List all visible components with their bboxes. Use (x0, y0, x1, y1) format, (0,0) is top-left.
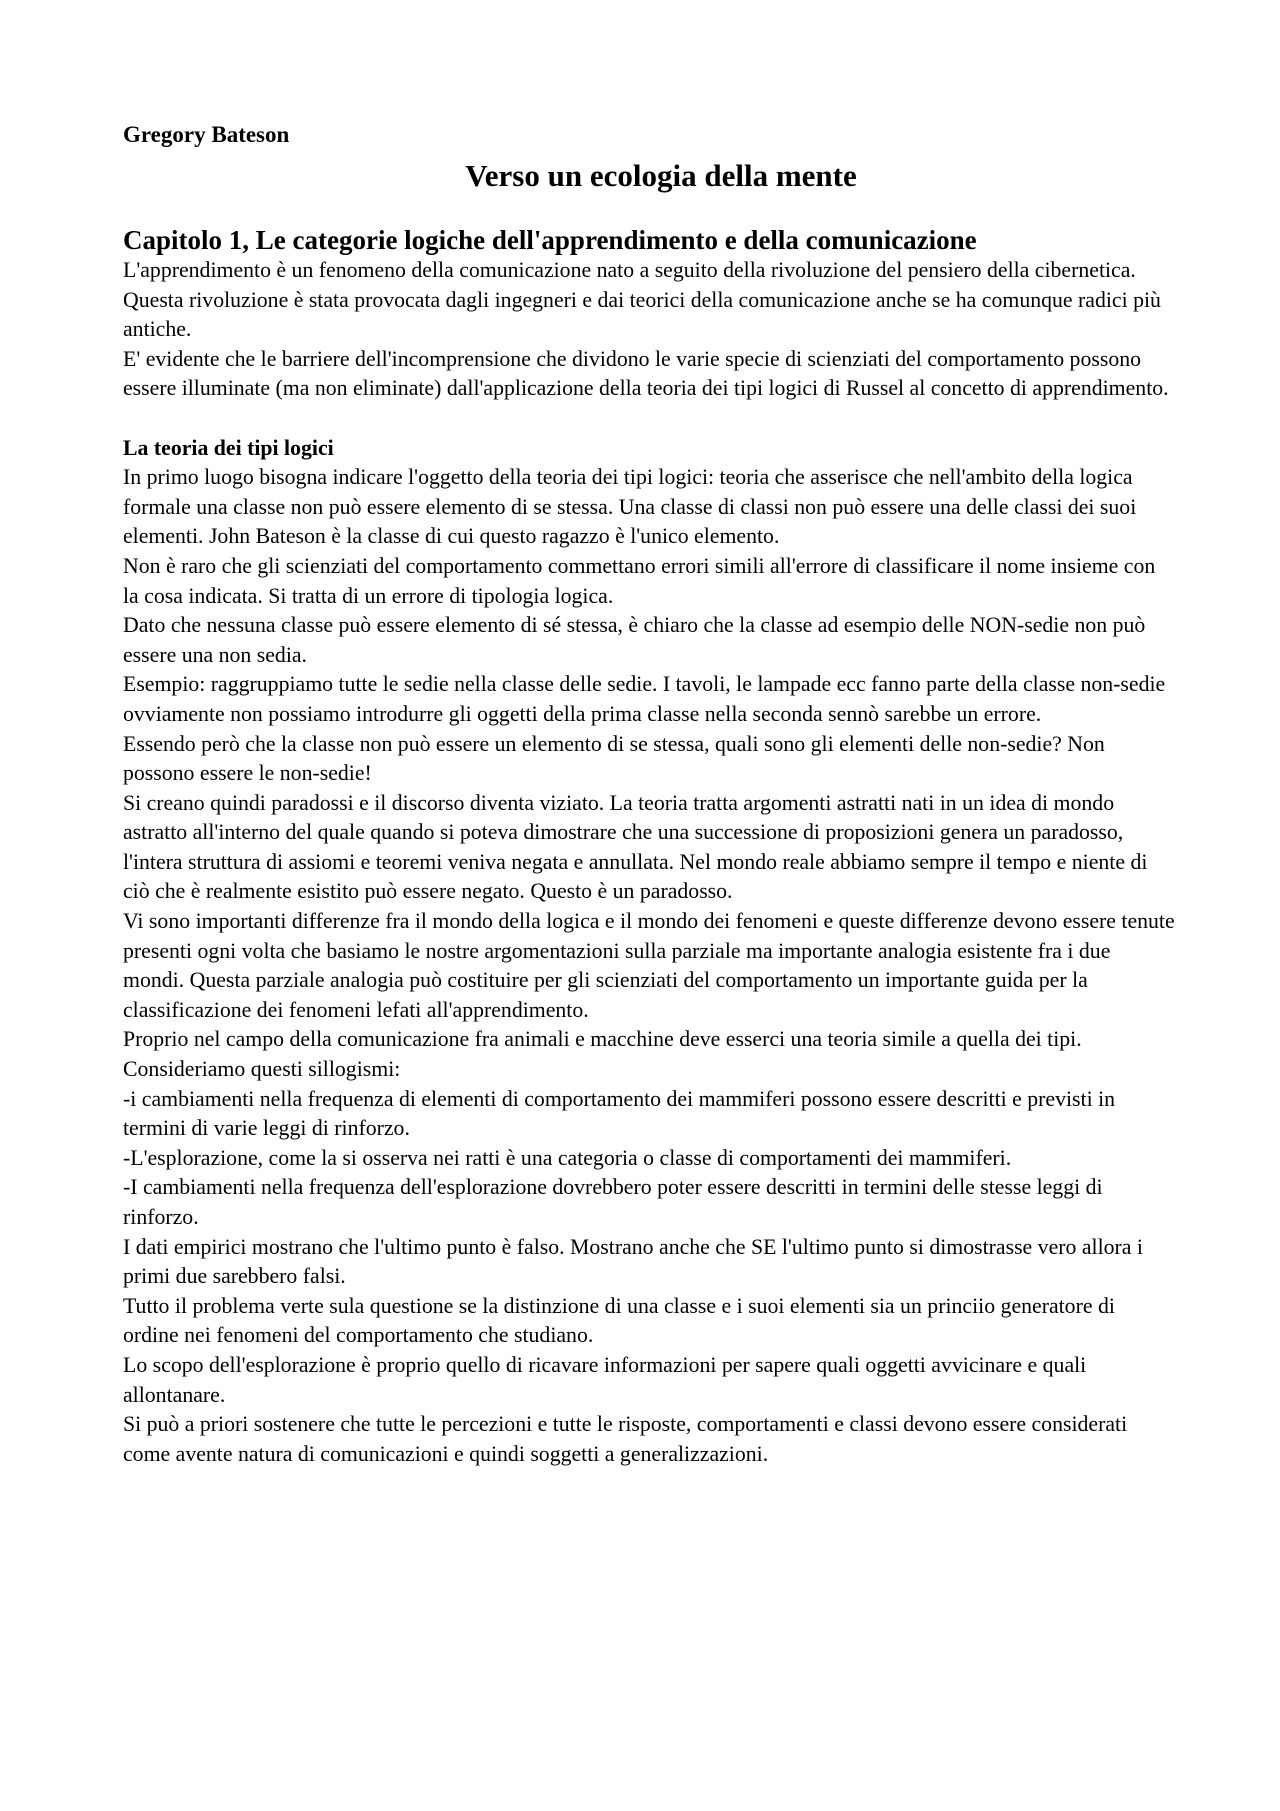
paragraph: Si creano quindi paradossi e il discorso diventa viziato. La teoria tratta argomenti astratti nati in un idea di mondo astratto all'interno del quale quando si poteva dimostrare che una successione di proposizioni genera un paradosso, l'intera struttura di assiomi e teoremi veniva negata e annullata. Nel mondo reale abbiamo sempre il tempo e niente di ciò che è realmente esistito può essere negato. Questo è un paradosso. (123, 790, 1148, 904)
paragraph: Dato che nessuna classe può essere elemento di sé stessa, è chiaro che la classe ad esempio delle NON-sedie non può essere una non sedia. (123, 613, 1146, 667)
paragraph: L'apprendimento è un fenomeno della comunicazione nato a seguito della rivoluzione del pensiero della cibernetica. Questa rivoluzione è stata provocata dagli ingegneri e dai teorici della comunicazione anche se ha comunque radici più antiche. (123, 258, 1161, 342)
list-item: -L'esplorazione, come la si osserva nei ratti è una categoria o classe di comportamenti dei mammiferi. (123, 1145, 1012, 1170)
paragraph: Esempio: raggruppiamo tutte le sedie nella classe delle sedie. I tavoli, le lampade ecc fanno parte della classe non-sedie ovviamente non possiamo introdurre gli oggetti della prima classe nella seconda sennò sarebbe un errore. (123, 672, 1166, 726)
paragraph: Non è raro che gli scienziati del comportamento commettano errori simili all'errore di classificare il nome insieme con la cosa indicata. Si tratta di un errore di tipologia logica. (123, 553, 1156, 608)
list-item: -I cambiamenti nella frequenza dell'esplorazione dovrebbero poter essere descritti in termini delle stesse leggi di rinforzo. (123, 1175, 1103, 1229)
list-item: -i cambiamenti nella frequenza di elementi di comportamento dei mammiferi possono essere descritti e previsti in termini di varie leggi di rinforzo. (123, 1086, 1116, 1141)
section-heading: La teoria dei tipi logici (123, 435, 334, 460)
paragraph: Tutto il problema verte sula questione se la distinzione di una classe e i suoi elementi sia un princiio generatore di ordine nei fenomeni del comportamento che studiano. (123, 1293, 1115, 1348)
paragraph: Si può a priori sostenere che tutte le percezioni e tutte le risposte, comportamenti e classi devono essere considerati come avente natura di comunicazioni e quindi soggetti a generalizzazioni. (123, 1412, 1128, 1466)
paragraph: In primo luogo bisogna indicare l'oggetto della teoria dei tipi logici: teoria che asserisce che nell'ambito della logica formale una classe non può essere elemento di se stessa. Una classe di classi non può essere una delle classi dei suoi elementi. John Bateson è la classe di cui questo ragazzo è l'unico elemento. (123, 465, 1137, 549)
book-title: Verso un ecologia della mente (465, 158, 857, 193)
paragraph: Proprio nel campo della comunicazione fra animali e macchine deve esserci una teoria simile a quella dei tipi. (123, 1027, 1082, 1052)
paragraph: Essendo però che la classe non può essere un elemento di se stessa, quali sono gli elementi delle non-sedie? Non possono essere le non-sedie! (123, 731, 1105, 786)
chapter-heading: Capitolo 1, Le categorie logiche dell'apprendimento e della comunicazione (123, 225, 977, 255)
paragraph: Vi sono importanti differenze fra il mondo della logica e il mondo dei fenomeni e queste differenze devono essere tenute presenti ogni volta che basiamo le nostre argomentazioni sulla parziale ma importante analogia esistente fra i due mondi. Questa parziale analogia può costituire per gli scienziati del comportamento un importante guida per la classificazione dei fenomeni lefati all'apprendimento. (123, 909, 1175, 1022)
author-name: Gregory Bateson (123, 122, 290, 147)
paragraph: Consideriamo questi sillogismi: (123, 1057, 401, 1082)
document-body (123, 121, 1175, 1469)
paragraph: I dati empirici mostrano che l'ultimo punto è falso. Mostrano anche che SE l'ultimo punto si dimostrasse vero allora i primi due sarebbero falsi. (123, 1234, 1143, 1289)
paragraph: Lo scopo dell'esplorazione è proprio quello di ricavare informazioni per sapere quali oggetti avvicinare e quali allontanare. (123, 1352, 1087, 1407)
paragraph: E' evidente che le barriere dell'incomprensione che dividono le varie specie di scienziati del comportamento possono essere illuminate (ma non eliminate) dall'applicazione della teoria dei tipi logici di Russel al concetto di apprendimento. (123, 346, 1169, 401)
